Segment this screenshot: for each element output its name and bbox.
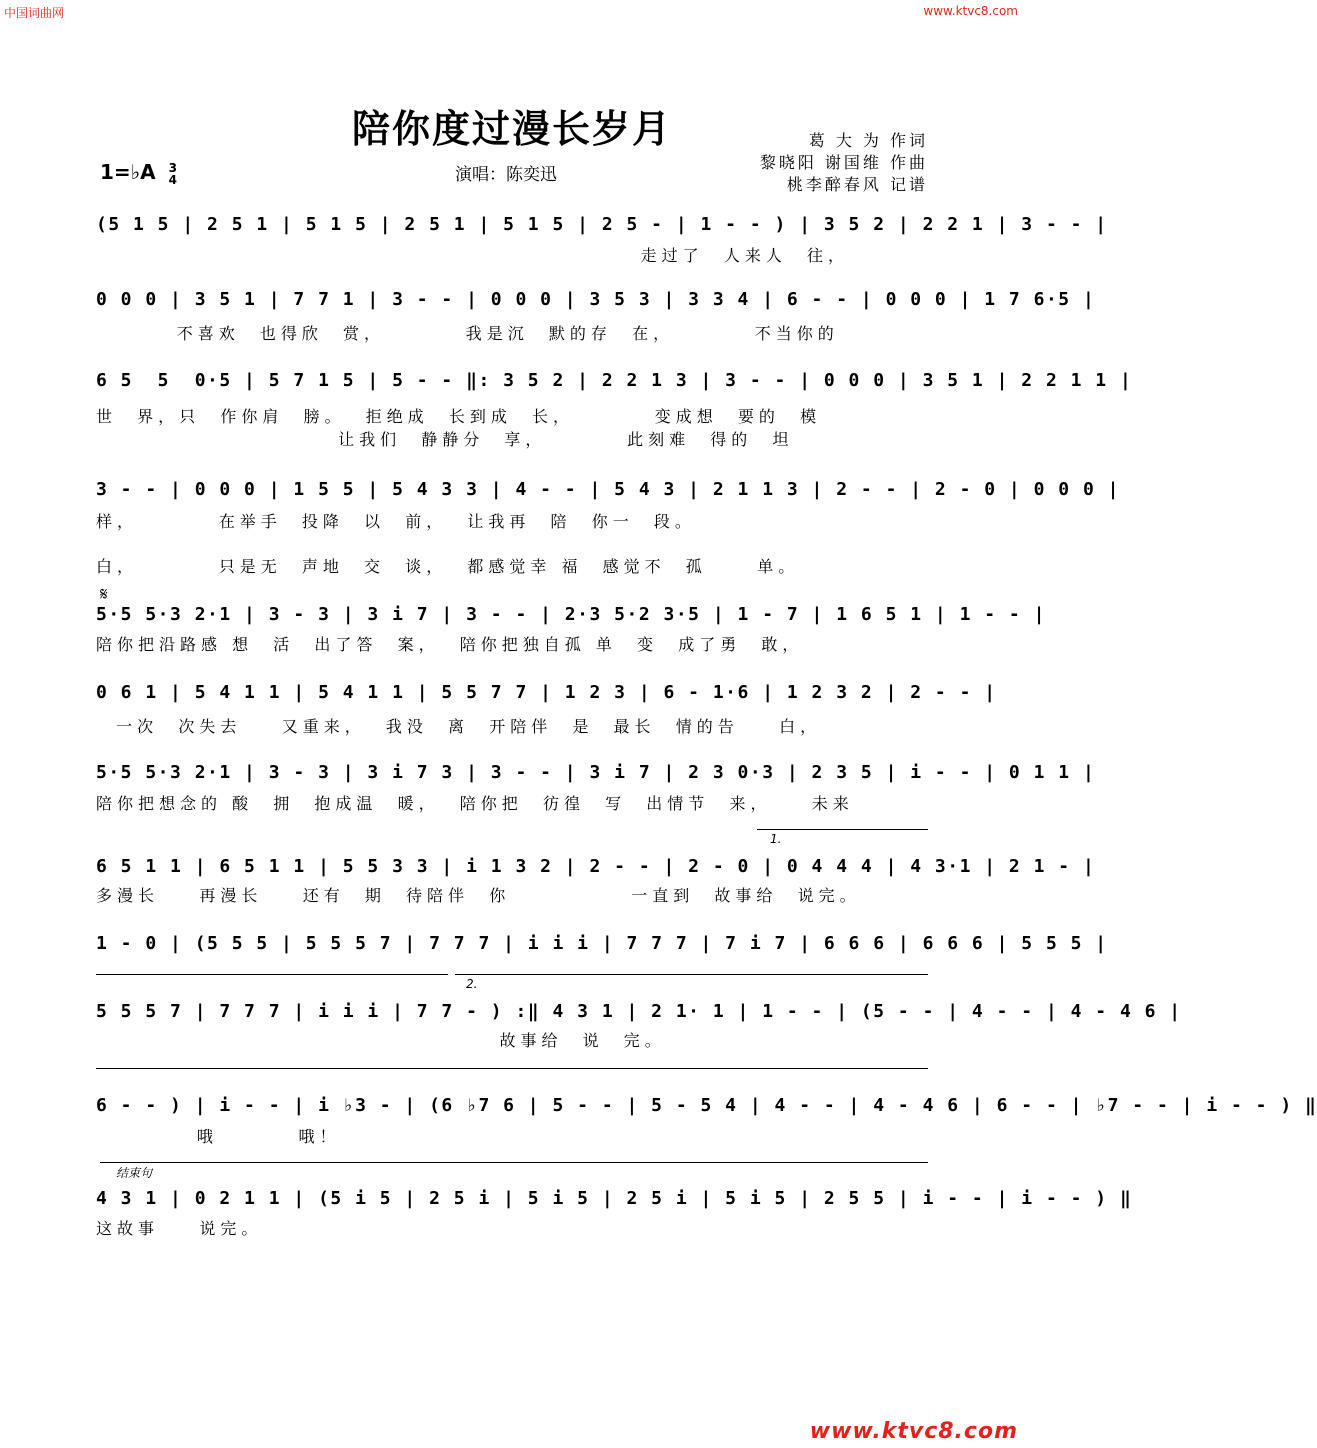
score-row-3-notes: 6 5 5 0·5 | 5 7 1 5 | 5 - - ‖: 3 5 2 | 2 2 1 3 | 3 - - | 0 0 0 | 3 5 1 | 2 2 1 1 | [96,370,1133,391]
score-row-5-notes: 5·5 5·3 2·1 | 3 - 3 | 3 i 7 | 3 - - | 2·3 5·2 3·5 | 1 - 7 | 1 6 5 1 | 1 - - | [96,604,1046,625]
score-row-6-lyrics: 一次 次失去 又重来， 我没 离 开陪伴 是 最长 情的告 白， [96,717,822,736]
lyricist-credit: 葛 大 为 作词 [808,131,928,150]
time-signature-bottom: 4 [168,172,177,187]
ending-1-label: 1. [770,832,782,846]
score-row-10-lyrics: 故事给 说 完。 [96,1031,666,1050]
key-signature [100,160,177,186]
score-row-1-lyrics: 走过了 人来人 往， [96,246,849,265]
song-title: 陪你度过漫长岁月 [351,106,672,151]
score-row-12-lyrics: 这故事 说完。 [96,1219,263,1238]
singer-credit: 演唱：陈奕迅 [455,165,557,185]
time-signature [169,162,177,186]
site-url-top-right[interactable]: www.ktvc8.com [923,4,1018,18]
score-row-11-notes: 6 - - ) | i - - | i ♭3 - | (6 ♭7 6 | 5 - - | 5 - 5 4 | 4 - - | 4 - 4 6 | 6 - - | ♭7 - - | i - - ) ‖ [96,1095,1317,1116]
ending-2-label: 2. [466,977,478,991]
score-row-10-notes: 5 5 5 7 | 7 7 7 | i i i | 7 7 - ) :‖ 4 3 1 | 2 1· 1 | 1 - - | (5 - - | 4 - - | 4 - 4 6 | [96,1001,1182,1022]
watermark-url[interactable]: www.ktvc8.com [809,1419,1018,1444]
score-row-2-lyrics: 不喜欢 也得欣 赏， 我是沉 默的存 在， 不当你的 [96,324,839,343]
key-text: 1=♭A [100,160,156,184]
segno-sign: 𝄋 [100,584,108,605]
ending-1-continuation-line [96,974,448,975]
composer-credit: 黎晓阳 谢国维 作曲 [759,153,928,172]
ending-2-bracket [455,974,928,975]
score-row-12-notes: 4 3 1 | 0 2 1 1 | (5 i 5 | 2 5 i | 5 i 5 | 2 5 i | 5 i 5 | 2 5 5 | i - - | i - - ) ‖ [96,1188,1133,1209]
time-signature-top: 3 [168,160,177,175]
score-row-3-lyrics-verse2: 让我们 静静分 享， 此刻难 得的 坦 [96,430,794,449]
credits-block [760,130,928,196]
coda-label: 结束句 [116,1166,153,1180]
score-row-4-notes: 3 - - | 0 0 0 | 1 5 5 | 5 4 3 3 | 4 - - | 5 4 3 | 2 1 1 3 | 2 - - | 2 - 0 | 0 0 0 | [96,479,1120,500]
transcriber-credit: 桃李醉春风 记谱 [786,175,928,194]
score-row-6-notes: 0 6 1 | 5 4 1 1 | 5 4 1 1 | 5 5 7 7 | 1 2 3 | 6 - 1·6 | 1 2 3 2 | 2 - - | [96,682,997,703]
score-row-4-lyrics-verse1: 样， 在举手 投降 以 前， 让我再 陪 你一 段。 [96,512,696,531]
score-row-11-lyrics: 哦 哦！ [96,1127,341,1146]
score-row-8-lyrics: 多漫长 再漫长 还有 期 待陪伴 你 一直到 故事给 说完。 [96,886,861,905]
score-row-5-lyrics: 陪你把沿路感 想 活 出了答 案， 陪你把独自孤 单 变 成了勇 敢， [96,635,804,654]
score-row-8-notes: 6 5 1 1 | 6 5 1 1 | 5 5 3 3 | i 1 3 2 | 2 - - | 2 - 0 | 0 4 4 4 | 4 3·1 | 2 1 - | [96,856,1096,877]
score-row-1-notes: (5 1 5 | 2 5 1 | 5 1 5 | 2 5 1 | 5 1 5 | 2 5 - | 1 - - ) | 3 5 2 | 2 2 1 | 3 - - | [96,214,1108,235]
score-row-7-notes: 5·5 5·3 2·1 | 3 - 3 | 3 i 7 3 | 3 - - | 3 i 7 | 2 3 0·3 | 2 3 5 | i - - | 0 1 1 | [96,762,1096,783]
score-row-3-lyrics-verse1: 世 界，只 作你肩 膀。 拒绝成 长到成 长， 变成想 要的 模 [96,407,822,426]
score-row-7-lyrics: 陪你把想念的 酸 拥 抱成温 暖， 陪你把 彷徨 写 出情节 来， 未来 [96,794,854,813]
ending-1-bracket [757,829,928,830]
score-row-9-notes: 1 - 0 | (5 5 5 | 5 5 5 7 | 7 7 7 | i i i | 7 7 7 | 7 i 7 | 6 6 6 | 6 6 6 | 5 5 5 | [96,933,1108,954]
site-name-top-left[interactable]: 中国词曲网 [4,6,65,20]
score-row-4-lyrics-verse2: 白， 只是无 声地 交 谈， 都感觉幸 福 感觉不 孤 单。 [96,557,800,576]
coda-bracket [100,1162,928,1163]
score-row-2-notes: 0 0 0 | 3 5 1 | 7 7 1 | 3 - - | 0 0 0 | 3 5 3 | 3 3 4 | 6 - - | 0 0 0 | 1 7 6·5 | [96,289,1096,310]
section-divider [96,1068,928,1069]
